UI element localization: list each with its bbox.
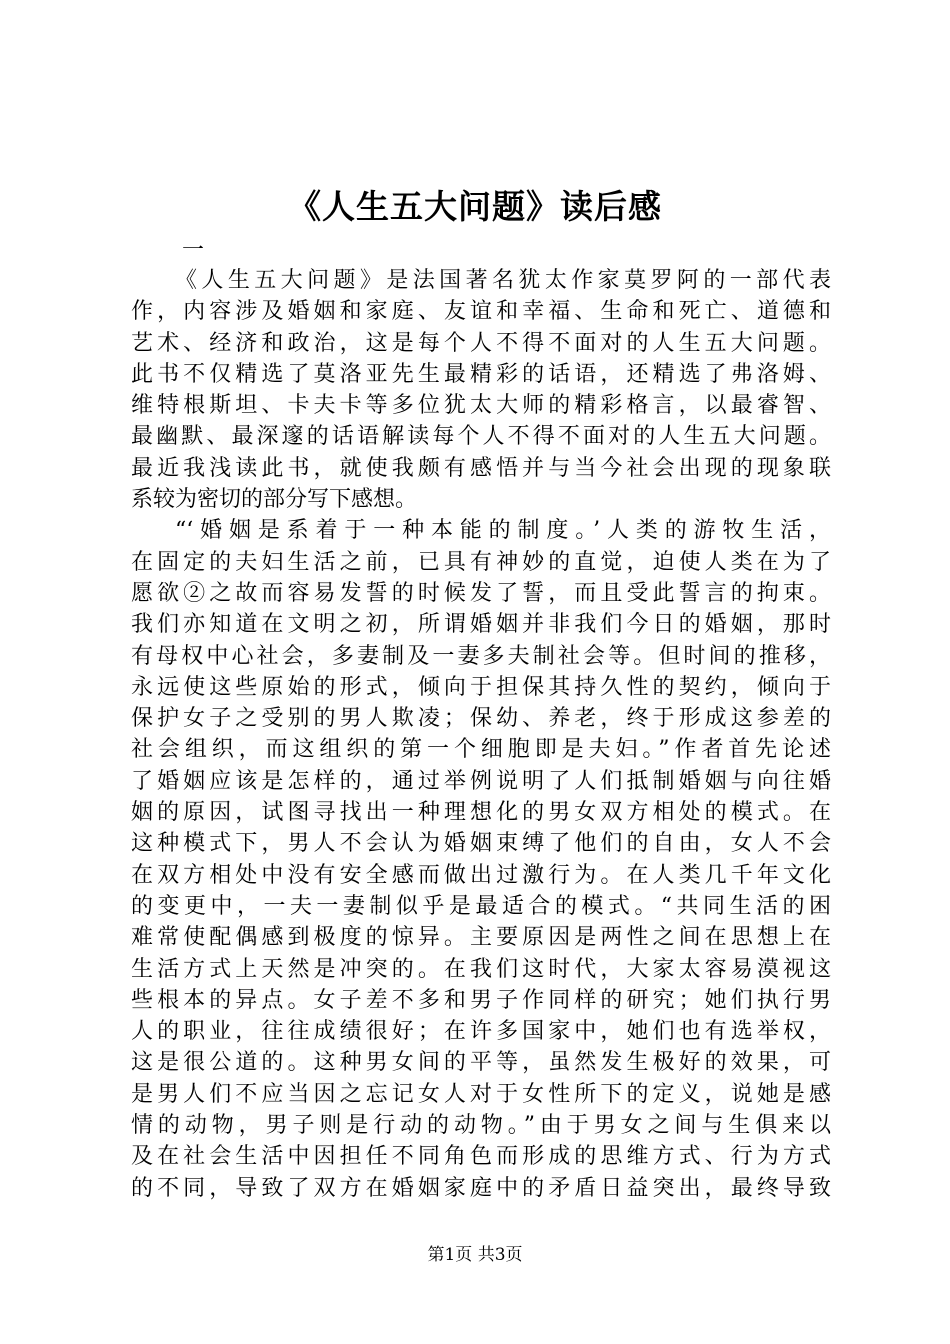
text-line: 情的动物，男子则是行动的动物。”由于男女之间与生俱来以 xyxy=(131,1113,831,1139)
text-line: 人的职业，往往成绩很好；在许多国家中，她们也有选举权， xyxy=(131,1019,831,1045)
text-line: 社会组织，而这组织的第一个细胞即是夫妇。”作者首先论述 xyxy=(131,737,831,763)
text-line: 了婚姻应该是怎样的，通过举例说明了人们抵制婚姻与向往婚 xyxy=(131,768,831,794)
text-line: 作，内容涉及婚姻和家庭、友谊和幸福、生命和死亡、道德和 xyxy=(131,299,831,325)
text-line: 姻的原因，试图寻找出一种理想化的男女双方相处的模式。在 xyxy=(131,800,831,826)
text-line: 这种模式下，男人不会认为婚姻束缚了他们的自由，女人不会 xyxy=(131,831,831,857)
text-line: 最近我浅读此书，就使我颇有感悟并与当今社会出现的现象联 xyxy=(131,455,831,481)
text-line: 艺术、经济和政治，这是每个人不得不面对的人生五大问题。 xyxy=(131,330,831,356)
page-footer: 第1页 共3页 xyxy=(427,1245,523,1265)
text-line: 维特根斯坦、卡夫卡等多位犹太大师的精彩格言，以最睿智、 xyxy=(131,393,831,419)
text-line: 在固定的夫妇生活之前，已具有神妙的直觉，迫使人类在为了 xyxy=(131,549,831,575)
text-line: 是男人们不应当因之忘记女人对于女性所下的定义，说她是感 xyxy=(131,1081,831,1107)
text-line: 此书不仅精选了莫洛亚先生最精彩的话语，还精选了弗洛姆、 xyxy=(131,361,831,387)
text-line: 《人生五大问题》是法国著名犹太作家莫罗阿的一部代表 xyxy=(175,268,831,293)
text-line: 愿欲②之故而容易发誓的时候发了誓，而且受此誓言的拘束。 xyxy=(131,580,831,606)
text-line: 这是很公道的。这种男女间的平等，虽然发生极好的效果，可 xyxy=(131,1050,831,1076)
paragraph-2 xyxy=(131,515,831,1204)
section-number: 一 xyxy=(182,238,205,263)
text-line: 我们亦知道在文明之初，所谓婚姻并非我们今日的婚姻，那时 xyxy=(131,612,831,638)
text-line: 的不同，导致了双方在婚姻家庭中的矛盾日益突出，最终导致 xyxy=(131,1175,831,1201)
paragraph-1 xyxy=(131,265,831,515)
text-line: 保护女子之受别的男人欺凌；保幼、养老，终于形成这参差的 xyxy=(131,706,831,732)
text-line: 永远使这些原始的形式，倾向于担保其持久性的契约，倾向于 xyxy=(131,674,831,700)
text-line: 在双方相处中没有安全感而做出过激行为。在人类几千年文化 xyxy=(131,862,831,888)
text-line: 最幽默、最深邃的话语解读每个人不得不面对的人生五大问题。 xyxy=(131,424,831,450)
document-title: 《人生五大问题》读后感 xyxy=(288,187,662,226)
text-line: 及在社会生活中因担任不同角色而形成的思维方式、行为方式 xyxy=(131,1144,831,1170)
text-line: 的变更中，一夫一妻制似乎是最适合的模式。“共同生活的困 xyxy=(131,893,831,919)
text-line: 有母权中心社会，多妻制及一妻多夫制社会等。但时间的推移， xyxy=(131,643,831,669)
text-line: “‘婚姻是系着于一种本能的制度。’人类的游牧生活， xyxy=(175,518,831,544)
text-line: 系较为密切的部分写下感想。 xyxy=(131,487,418,513)
document-body xyxy=(131,265,831,1204)
text-line: 生活方式上天然是冲突的。在我们这时代，大家太容易漠视这 xyxy=(131,956,831,982)
text-line: 些根本的异点。女子差不多和男子作同样的研究；她们执行男 xyxy=(131,987,831,1013)
text-line: 难常使配偶感到极度的惊异。主要原因是两性之间在思想上在 xyxy=(131,925,831,951)
